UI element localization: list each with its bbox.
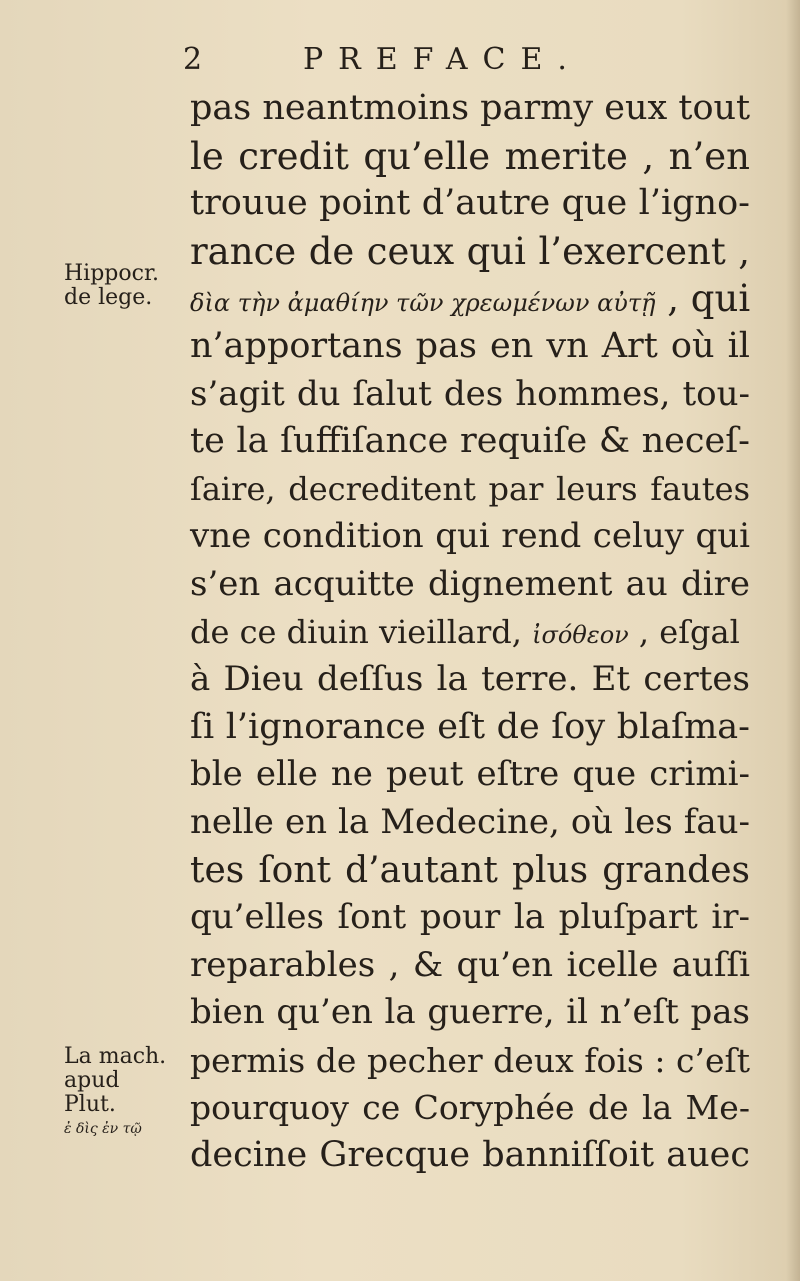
text-line: le credit qu’elle merite , n’en bbox=[190, 134, 750, 178]
text-line: ble elle ne peut eſtre que crimi- bbox=[190, 754, 750, 795]
text-line: s’agit du ſalut des hommes, tou- bbox=[190, 373, 750, 414]
page-gutter-shadow bbox=[786, 0, 800, 1281]
text-line: trouue point d’autre que l’igno- bbox=[190, 183, 750, 224]
text-line: decine Grecque banniſſoit auec bbox=[190, 1135, 750, 1176]
margin-note-hippocrates bbox=[64, 262, 159, 310]
margin-note-line: Hippocr. bbox=[64, 261, 160, 286]
text-line: n’apportans pas en vn Art où il bbox=[190, 325, 750, 366]
margin-note-greek: ἐ δὶς ἐν τῷ bbox=[64, 1121, 142, 1137]
margin-note-line: La mach. bbox=[64, 1044, 167, 1069]
text-line: qu’elles ſont pour la pluſpart ir- bbox=[190, 897, 750, 938]
text-line: rance de ceux qui l’exercent , bbox=[190, 229, 750, 273]
margin-note-line: apud bbox=[64, 1068, 120, 1093]
text-line: tes ſont d’autant plus grandes bbox=[190, 849, 750, 891]
text-line: ſaire, decreditent par leurs fautes bbox=[190, 469, 750, 508]
text-line: nelle en la Medecine, où les fau- bbox=[190, 801, 750, 842]
margin-note-line: de lege. bbox=[64, 285, 153, 310]
text-fragment: , qui bbox=[667, 277, 751, 321]
text-line: reparables , & qu’en icelle auſſi bbox=[190, 944, 750, 985]
margin-note-line: Plut. bbox=[64, 1092, 116, 1117]
margin-note-plutarch bbox=[64, 1045, 166, 1141]
text-line: te la ſuffiſance requiſe & neceſ- bbox=[190, 421, 750, 462]
text-line: vne condition qui rend celuy qui bbox=[190, 516, 750, 557]
body-text bbox=[190, 85, 750, 1180]
greek-quotation: δὶα τὴν ἀμαθίην τῶν χρεωμένων αὐτῇ bbox=[190, 289, 656, 318]
text-fragment: , eſgal bbox=[638, 612, 740, 651]
text-fragment: de ce diuin vieillard, bbox=[190, 612, 522, 651]
text-line: ſi l’ignorance eſt de ſoy blaſma- bbox=[190, 706, 750, 747]
text-line: bien qu’en la guerre, il n’eſt pas bbox=[190, 992, 750, 1033]
text-line-greek bbox=[190, 275, 750, 323]
text-line: s’en acquitte dignement au dire bbox=[190, 563, 750, 604]
text-line-greek bbox=[190, 609, 750, 657]
text-line: pourquoy ce Coryphée de la Me- bbox=[190, 1088, 750, 1128]
page-header bbox=[183, 42, 743, 82]
text-line: à Dieu deſſus la terre. Et certes bbox=[190, 659, 750, 700]
text-line: pas neantmoins parmy eux tout bbox=[190, 88, 751, 128]
text-line: permis de pecher deux fois : c’eſt bbox=[190, 1040, 750, 1080]
greek-word: ἰσόθεον bbox=[532, 620, 629, 649]
page-number: 2 bbox=[183, 42, 203, 77]
running-head: PREFACE. bbox=[303, 42, 582, 77]
